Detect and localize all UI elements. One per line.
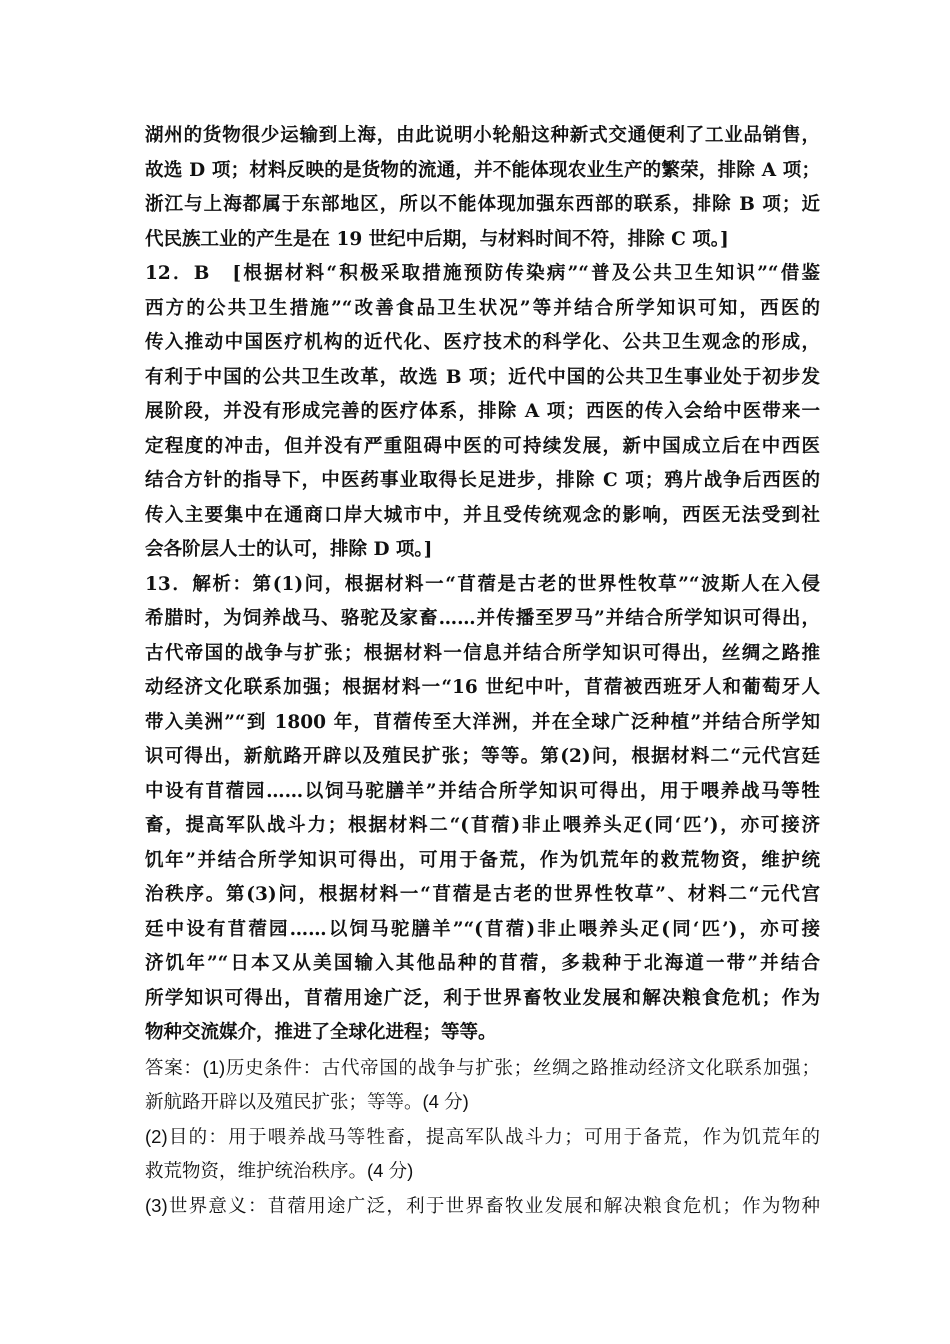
- text-line: 带入美洲”“到 1800 年，苜蓿传至大洋洲，并在全球广泛种植”并结合所学知: [145, 711, 820, 733]
- answer-line: 答案：(1)历史条件：古代帝国的战争与扩张；丝绸之路推动经济文化联系加强；: [145, 1056, 820, 1078]
- text-line: 西方的公共卫生措施”“改善食品卫生状况”等并结合所学知识可知，西医的: [145, 297, 820, 319]
- text-line: 代民族工业的产生是在 19 世纪中后期，与材料时间不符，排除 C 项。]: [145, 228, 729, 250]
- q13-answer: [145, 1051, 820, 1224]
- text-line: 希腊时，为饲养战马、骆驼及家畜……并传播至罗马”并结合所学知识可得出，: [145, 608, 820, 629]
- text-line: 所学知识可得出，苜蓿用途广泛，利于世界畜牧业发展和解决粮食危机；作为: [145, 987, 820, 1009]
- text-line: 畜，提高军队战斗力；根据材料二“(苜蓿)非止喂养头疋(同‘匹’)，亦可接济: [145, 815, 820, 836]
- text-line: 有利于中国的公共卫生改革，故选 B 项；近代中国的公共卫生事业处于初步发: [145, 366, 820, 388]
- q11-explanation-tail: [145, 119, 820, 257]
- text-line: 结合方针的指导下，中医药事业取得长足进步，排除 C 项；鸦片战争后西医的: [145, 470, 820, 491]
- text-line: 传入推动中国医疗机构的近代化、医疗技术的科学化、公共卫生观念的形成，: [145, 332, 820, 353]
- answer-line: 救荒物资，维护统治秩序。(4 分): [145, 1160, 414, 1181]
- text-line: 中设有苜蓿园……以饲马驼膳羊”并结合所学知识可得出，用于喂养战马等牲: [145, 780, 820, 802]
- text-line: 13．解析：第(1)问，根据材料一“苜蓿是古老的世界性牧草”“波斯人在入侵: [145, 573, 820, 595]
- answer-line: (3)世界意义：苜蓿用途广泛，利于世界畜牧业发展和解决粮食危机；作为物种: [145, 1194, 820, 1216]
- text-line: 古代帝国的战争与扩张；根据材料一信息并结合所学知识可得出，丝绸之路推: [145, 642, 820, 664]
- text-line: 展阶段，并没有形成完善的医疗体系，排除 A 项；西医的传入会给中医带来一: [145, 401, 820, 422]
- q13-explanation: [145, 568, 820, 1051]
- text-line: 治秩序。第(3)问，根据材料一“苜蓿是古老的世界性牧草”、材料二“元代宫: [145, 884, 820, 905]
- answer-line: 新航路开辟以及殖民扩张；等等。(4 分): [145, 1091, 469, 1112]
- text-line: 动经济文化联系加强；根据材料一“16 世纪中叶，苜蓿被西班牙人和葡萄牙人: [145, 677, 820, 698]
- answer-line: (2)目的：用于喂养战马等牲畜，提高军队战斗力；可用于备荒，作为饥荒年的: [145, 1125, 820, 1147]
- text-line: 物种交流媒介，推进了全球化进程；等等。: [145, 1022, 497, 1043]
- text-line: 湖州的货物很少运输到上海，由此说明小轮船这种新式交通便利了工业品销售，: [145, 125, 820, 146]
- text-line: 定程度的冲击，但并没有严重阻碍中医的可持续发展，新中国成立后在中西医: [145, 435, 820, 457]
- text-line: 识可得出，新航路开辟以及殖民扩张；等等。第(2)问，根据材料二“元代宫廷: [145, 746, 820, 767]
- q12-explanation: [145, 257, 820, 568]
- text-line: 故选 D 项；材料反映的是货物的流通，并不能体现农业生产的繁荣，排除 A 项；: [145, 159, 820, 181]
- text-line: 会各阶层人士的认可，排除 D 项。]: [145, 539, 433, 560]
- text-line: 廷中设有苜蓿园……以饲马驼膳羊”“(苜蓿)非止喂养头疋(同‘匹’)，亦可接: [145, 918, 820, 940]
- text-line: 传入主要集中在通商口岸大城市中，并且受传统观念的影响，西医无法受到社: [145, 504, 820, 526]
- text-line: 饥年”并结合所学知识可得出，可用于备荒，作为饥荒年的救荒物资，维护统: [145, 849, 820, 871]
- document-page: [145, 119, 820, 1223]
- text-line: 12．B [根据材料“积极采取措施预防传染病”“普及公共卫生知识”“借鉴: [145, 263, 820, 284]
- text-line: 浙江与上海都属于东部地区，所以不能体现加强东西部的联系，排除 B 项；近: [145, 194, 820, 215]
- text-line: 济饥年”“日本又从美国输入其他品种的苜蓿，多栽种于北海道一带”并结合: [145, 953, 820, 974]
